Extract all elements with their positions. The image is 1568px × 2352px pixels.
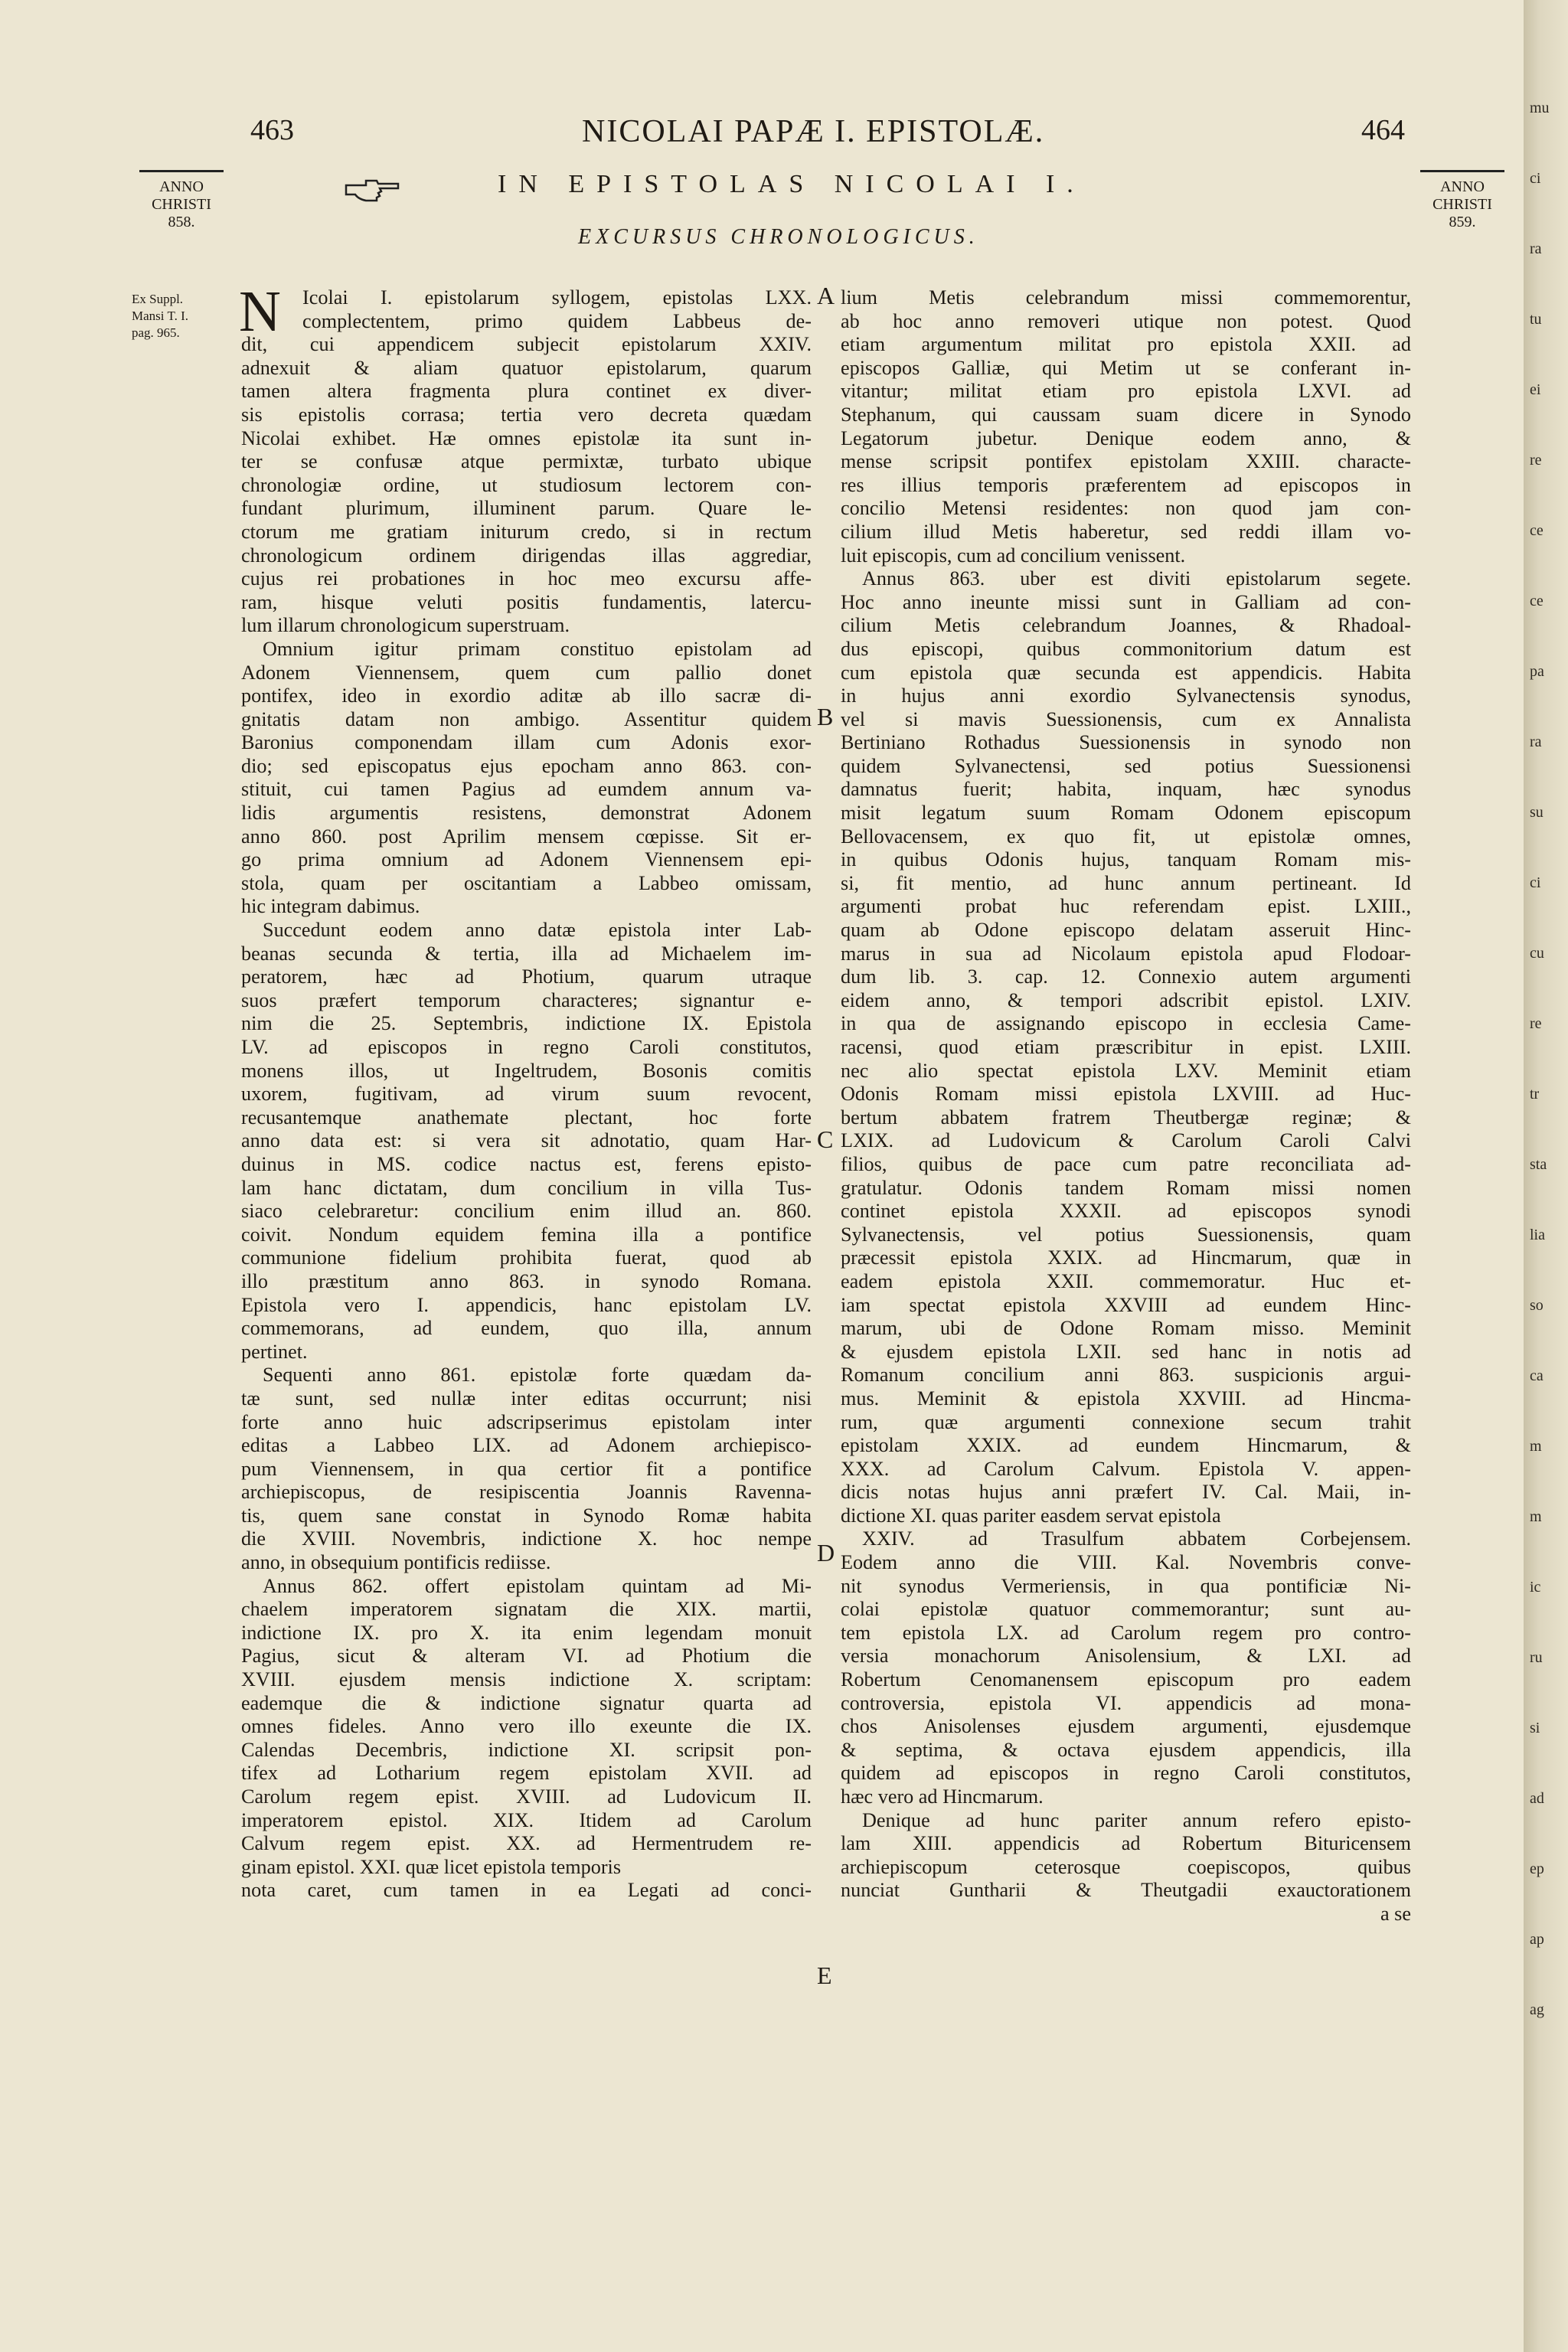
bleed-fragment: ca: [1530, 1367, 1544, 1384]
text-line: Denique ad hunc pariter annum refero episto-: [862, 1808, 1411, 1831]
citation-line: pag. 965.: [132, 325, 180, 340]
bleed-fragment: ce: [1530, 593, 1544, 609]
anno-christi-right: [1420, 170, 1504, 231]
running-title: NICOLAI PAPÆ I. EPISTOLÆ.: [582, 114, 1045, 149]
text-line: dicis notas hujus anni præfert IV. Cal. Maii, in-: [841, 1481, 1411, 1504]
anno-rule: [139, 170, 224, 172]
text-line: tem epistola LX. ad Carolum regem pro contro-: [841, 1621, 1411, 1644]
text-line: præcessit epistola XXIX. ad Hincmarum, quæ in: [841, 1246, 1411, 1269]
text-line: Calendas Decembris, indictione XI. scripsit pon-: [241, 1738, 812, 1761]
text-line: marus in sua ad Nicolaum epistola apud Flodoar-: [841, 942, 1411, 965]
text-line: archiepiscopus, de resipiscentia Joannis Ravenna-: [241, 1481, 812, 1504]
text-line: quidem Sylvanectensi, sed potius Suessionensi: [841, 754, 1411, 777]
text-line: lidis argumentis resistens, demonstrat Adonem: [241, 802, 812, 825]
anno-christi-left: [139, 170, 224, 231]
section-letter-e: E: [817, 1962, 832, 1989]
text-line: anno, in obsequium pontificis rediisse.: [241, 1551, 551, 1574]
text-line: tifex ad Lotharium regem epistolam XVII. ad: [241, 1762, 812, 1785]
text-line: ab hoc anno removeri utique non potest. Quod: [841, 309, 1411, 332]
bleed-fragment: mu: [1530, 100, 1550, 116]
facing-page-edge: [1524, 0, 1568, 2352]
text-line: Bertiniano Rothadus Suessionensis in synodo non: [841, 731, 1411, 754]
bleed-fragment: ap: [1530, 1931, 1544, 1948]
bleed-fragment: si: [1530, 1720, 1540, 1736]
text-line: mus. Meminit & epistola XXVIII. ad Hincma-: [841, 1387, 1411, 1410]
text-line: Adonem Viennensem, quem cum pallio donet: [241, 661, 812, 684]
text-line: epistolam XXIX. ad eundem Hincmarum, &: [841, 1434, 1411, 1457]
citation-line: Ex Suppl.: [132, 292, 184, 306]
text-line: hic integram dabimus.: [241, 895, 420, 918]
text-line: vitantur; militat etiam pro epistola LXVI. ad: [841, 380, 1411, 403]
text-line: Nicolai exhibet. Hæ omnes epistolæ ita sunt in-: [241, 426, 812, 449]
text-line: stola, quam per oscitantiam a Labbeo omissam,: [241, 871, 812, 894]
text-line: nota caret, cum tamen in ea Legati ad conci-: [241, 1879, 812, 1902]
text-line: siaco celebraretur: concilium enim illud an. 860.: [241, 1200, 812, 1223]
text-line: versia monachorum Anisolensium, & LXI. ad: [841, 1645, 1411, 1668]
bleed-fragment: re: [1530, 1015, 1542, 1032]
text-line: Bellovacensem, ex quo fit, ut epistolæ omnes,: [841, 825, 1411, 848]
section-letter-b: B: [817, 703, 834, 730]
text-line: in hujus anni exordio Sylvanectensis synodus,: [841, 684, 1411, 707]
text-line: lum illarum chronologicum superstruam.: [241, 614, 570, 637]
text-line: imperatorem epistol. XIX. Itidem ad Carolum: [241, 1808, 812, 1831]
text-line: Annus 862. offert epistolam quintam ad Mi-: [263, 1574, 812, 1597]
section-subtitle: EXCURSUS CHRONOLOGICUS.: [578, 225, 979, 249]
text-line: lam hanc dictatam, dum concilium in villa Tus-: [241, 1176, 812, 1199]
text-line: dio; sed episcopatus ejus epocham anno 863. con-: [241, 754, 812, 777]
text-line: Robertum Cenomanensem episcopum pro eadem: [841, 1668, 1411, 1691]
text-line: si, fit mentio, ad hunc annum pertineant. Id: [841, 871, 1411, 894]
text-line: chronologiæ ordine, ut studiosum lectorem con-: [241, 473, 812, 496]
text-line: episcopos Galliæ, qui Metim ut se conferant in-: [841, 356, 1411, 379]
bleed-fragment: ci: [1530, 874, 1541, 891]
text-line: die XVIII. Novembris, indictione X. hoc nempe: [241, 1527, 812, 1550]
text-line: stituit, cui tamen Pagius ad eumdem annum va-: [241, 778, 812, 801]
text-line: Pagius, sicut & alteram VI. ad Photium die: [241, 1645, 812, 1668]
text-line: quam ab Odone episcopo delatam asseruit Hinc-: [841, 919, 1411, 942]
anno-christi-label: CHRISTI: [152, 196, 211, 213]
text-line: Legatorum jubetur. Denique eodem anno, &: [841, 426, 1411, 449]
text-line: filios, quibus de pace cum patre reconciliata ad-: [841, 1152, 1411, 1175]
bleed-fragment: pa: [1530, 663, 1544, 680]
text-line: go prima omnium ad Adonem Viennensem epi-: [241, 848, 812, 871]
text-line: suos præfert temporum characteres; signantur e-: [241, 988, 812, 1011]
margin-citation: [132, 291, 231, 341]
text-line: Sylvanectensis, vel potius Suessionensis, quam: [841, 1223, 1411, 1246]
bleed-fragment: ic: [1530, 1579, 1541, 1596]
text-line: ram, hisque veluti positis fundamentis, latercu-: [241, 590, 812, 613]
text-line: quidem ad episcopos in regno Caroli constitutos,: [841, 1762, 1411, 1785]
text-line: argumenti probat huc referendam epist. LXIII.,: [841, 895, 1411, 918]
text-line: etiam argumentum militat pro epistola XXII. ad: [841, 333, 1411, 356]
bleed-fragment: sta: [1530, 1156, 1547, 1173]
text-line: racensi, quod etiam præscribitur in epist. LXIII.: [841, 1036, 1411, 1058]
section-letter-a: A: [817, 282, 835, 309]
text-line: adnexuit & aliam quatuor epistolarum, quarum: [241, 356, 812, 379]
citation-line: Mansi T. I.: [132, 309, 188, 323]
bleed-fragment: m: [1530, 1438, 1542, 1455]
text-line: & ejusdem epistola LXII. sed hanc in notis ad: [841, 1340, 1411, 1363]
bleed-fragment: cu: [1530, 945, 1544, 962]
text-line: Omnium igitur primam constituo epistolam ad: [263, 637, 812, 660]
text-line: misit legatum suum Romam Odonem episcopum: [841, 802, 1411, 825]
text-line: dum lib. 3. cap. 12. Connexio autem argumenti: [841, 965, 1411, 988]
text-line: Eodem anno die VIII. Kal. Novembris conve-: [841, 1551, 1411, 1574]
text-line: in qua de assignando episcopo in ecclesia Came-: [841, 1012, 1411, 1035]
text-line: res illius temporis præferentem ad episcopos in: [841, 473, 1411, 496]
text-line: communione fidelium prohibita fuerat, quod ab: [241, 1246, 812, 1269]
text-line: cilium Metis celebrandum Joannes, & Rhadoal-: [841, 614, 1411, 637]
text-line: bertum abbatem fratrem Theutbergæ reginæ; &: [841, 1106, 1411, 1129]
text-line: tamen altera fragmenta plura continet ex diver-: [241, 380, 812, 403]
text-line: ctorum me gratiam initurum credo, si in rectum: [241, 520, 812, 543]
text-line: continet epistola XXXII. ad episcopos synodi: [841, 1200, 1411, 1223]
bleed-fragment: ru: [1530, 1649, 1543, 1666]
text-line: Calvum regem epist. XX. ad Hermentrudem re-: [241, 1832, 812, 1855]
text-line: lium Metis celebrandum missi commemorentur,: [841, 286, 1411, 309]
text-line: chaelem imperatorem signatam die XIX. martii,: [241, 1598, 812, 1621]
bleed-fragment: lia: [1530, 1227, 1545, 1243]
text-line: ginam epistol. XXI. quæ licet epistola temporis: [241, 1855, 622, 1878]
text-line: colai epistolæ quatuor commemorantur; sunt au-: [841, 1598, 1411, 1621]
text-line: fundant plurimum, illuminent parum. Quare le-: [241, 497, 812, 520]
text-line: Icolai I. epistolarum syllogem, epistolas LXX.: [302, 286, 812, 309]
text-line: luit episcopis, cum ad concilium venissent.: [841, 544, 1186, 567]
bleed-fragment: tu: [1530, 311, 1542, 328]
bleed-fragment: ci: [1530, 170, 1541, 187]
text-line: pontifex, ideo in exordio aditæ ab illo sacræ di-: [241, 684, 812, 707]
anno-year: 859.: [1449, 214, 1476, 230]
text-line: in quibus Odonis hujus, tanquam Romam mis-: [841, 848, 1411, 871]
text-line: damnatus fuerit; habita, inquam, hæc synodus: [841, 778, 1411, 801]
text-line: anno data est: si vera sit adnotatio, quam Har-: [241, 1129, 812, 1152]
text-line: mense scripsit pontifex epistolam XXIII. characte-: [841, 450, 1411, 473]
section-title: IN EPISTOLAS NICOLAI I.: [498, 170, 1086, 198]
text-line: Stephanum, qui caussam suam dicere in Synodo: [841, 403, 1411, 426]
text-line: nit synodus Vermeriensis, in qua pontificiæ Ni-: [841, 1574, 1411, 1597]
bleed-fragment: ad: [1530, 1790, 1544, 1807]
text-line: gratulatur. Odonis tandem Romam missi nomen: [841, 1176, 1411, 1199]
text-line: controversia, epistola VI. appendicis ad mona-: [841, 1691, 1411, 1714]
text-line: Succedunt eodem anno datæ epistola inter Lab-: [263, 919, 812, 942]
text-line: beanas secunda & tertia, illa ad Michaelem im-: [241, 942, 812, 965]
bleed-fragment: m: [1530, 1508, 1542, 1525]
page-number-left: 463: [250, 114, 294, 146]
text-line: cilium illud Metis haberetur, sed reddi illam vo-: [841, 520, 1411, 543]
text-line: indictione IX. pro X. ita enim legendam monuit: [241, 1621, 812, 1644]
text-line: & septima, & octava ejusdem appendicis, illa: [841, 1738, 1411, 1761]
section-letter-d: D: [817, 1539, 835, 1566]
text-line: nunciat Guntharii & Theutgadii exauctorationem: [841, 1879, 1411, 1902]
text-line: sis epistolis corrasa; tertia vero decreta quædam: [241, 403, 812, 426]
bleed-fragment: ra: [1530, 733, 1542, 750]
text-line: complectentem, primo quidem Labbeus de-: [302, 309, 812, 332]
text-line: chos Anisolenses ejusdem argumenti, ejusdemque: [841, 1715, 1411, 1738]
text-line: concilio Metensi residentes: non quod jam con-: [841, 497, 1411, 520]
text-line: archiepiscopum ceterosque coepiscopos, quibus: [841, 1855, 1411, 1878]
left-text-column: [239, 279, 812, 1903]
anno-rule: [1420, 170, 1504, 172]
bleed-fragment: re: [1530, 452, 1542, 469]
text-line: dit, cui appendicem subjecit epistolarum XXIV.: [241, 333, 812, 356]
text-line: duinus in MS. codice nactus est, ferens episto-: [241, 1152, 812, 1175]
section-letter-c: C: [817, 1125, 834, 1153]
text-line: dus episcopi, quibus commonitorium datum est: [841, 637, 1411, 660]
text-line: Carolum regem epist. XVIII. ad Ludovicum II.: [241, 1785, 812, 1808]
text-line: monens illos, ut Ingeltrudem, Bosonis comitis: [241, 1059, 812, 1082]
text-line: vel si mavis Suessionensis, cum ex Annalista: [841, 707, 1411, 730]
text-line: coivit. Nondum equidem femina illa a pontifice: [241, 1223, 812, 1246]
text-line: tæ sunt, sed nullæ inter editas occurrunt; nisi: [241, 1387, 812, 1410]
text-line: LXIX. ad Ludovicum & Carolum Caroli Calvi: [841, 1129, 1411, 1152]
text-line: forte anno huic adscripserimus epistolam inter: [241, 1410, 812, 1433]
text-line: tis, quem sane constat in Synodo Romæ habita: [241, 1504, 812, 1527]
text-line: pertinet.: [241, 1340, 308, 1363]
bleed-fragment: ce: [1530, 522, 1544, 539]
text-line: chronologicum ordinem dirigendas illas aggrediar,: [241, 544, 812, 567]
bleed-fragment: tr: [1530, 1086, 1540, 1102]
text-line: cujus rei probationes in hoc meo excursu affe-: [241, 567, 812, 590]
text-line: eidem anno, & tempori adscribit epistol. LXIV.: [841, 988, 1411, 1011]
drop-cap: N: [239, 279, 281, 344]
bleed-fragment: ag: [1530, 2001, 1544, 2018]
bleed-fragment: ep: [1530, 1860, 1544, 1877]
text-line: pum Viennensem, in qua certior fit a pontifice: [241, 1457, 812, 1480]
right-text-column: [841, 286, 1411, 1926]
text-line: marum, ubi de Odone Romam misso. Meminit: [841, 1317, 1411, 1340]
pointing-hand-icon: [343, 175, 401, 204]
text-line: gnitatis datam non ambigo. Assentitur quidem: [241, 707, 812, 730]
bleed-fragment: so: [1530, 1297, 1544, 1314]
bleed-fragment: ei: [1530, 381, 1541, 398]
text-line: dictione XI. quas pariter easdem servat epistola: [841, 1504, 1221, 1527]
anno-label: ANNO: [1440, 178, 1485, 195]
text-line: Baronius componendam illam cum Adonis exor-: [241, 731, 812, 754]
anno-label: ANNO: [159, 178, 204, 195]
text-line: a se: [1380, 1902, 1411, 1925]
text-line: lam XIII. appendicis ad Robertum Bituricensem: [841, 1832, 1411, 1855]
text-line: eademque die & indictione signatur quarta ad: [241, 1691, 812, 1714]
text-line: commemorans, ad eundem, quo illa, annum: [241, 1317, 812, 1340]
text-line: Epistola vero I. appendicis, hanc epistolam LV.: [241, 1293, 812, 1316]
text-line: illo præstitum anno 863. in synodo Romana.: [241, 1269, 812, 1292]
text-line: uxorem, fugitivam, ad virum suum revocent,: [241, 1083, 812, 1106]
anno-christi-label: CHRISTI: [1432, 196, 1492, 213]
text-line: Romanum concilium anni 863. suspicionis argui-: [841, 1364, 1411, 1387]
text-line: recusantemque anathemate plectant, hoc forte: [241, 1106, 812, 1129]
text-line: LV. ad episcopos in regno Caroli constitutos,: [241, 1036, 812, 1058]
text-line: ter se confusæ atque permixtæ, turbato ubique: [241, 450, 812, 473]
text-line: Odonis Romam missi epistola LXVIII. ad Huc-: [841, 1083, 1411, 1106]
text-line: anno 860. post Aprilim mensem cœpisse. Sit er-: [241, 825, 812, 848]
anno-year: 858.: [168, 214, 195, 230]
text-line: XVIII. ejusdem mensis indictione X. scriptam:: [241, 1668, 812, 1691]
text-line: Annus 863. uber est diviti epistolarum segete.: [862, 567, 1411, 590]
text-line: hæc vero ad Hincmarum.: [841, 1785, 1044, 1808]
text-line: eadem epistola XXII. commemoratur. Huc et-: [841, 1269, 1411, 1292]
bleed-fragment: ra: [1530, 240, 1542, 257]
text-line: editas a Labbeo LIX. ad Adonem archiepisco-: [241, 1434, 812, 1457]
text-line: nec alio spectat epistola LXV. Meminit etiam: [841, 1059, 1411, 1082]
text-line: cum epistola quæ secunda est appendicis. Habita: [841, 661, 1411, 684]
text-line: iam spectat epistola XXVIII ad eundem Hinc-: [841, 1293, 1411, 1316]
text-line: nim die 25. Septembris, indictione IX. Epistola: [241, 1012, 812, 1035]
text-line: Hoc anno ineunte missi sunt in Galliam ad con-: [841, 590, 1411, 613]
page-number-right: 464: [1361, 114, 1405, 146]
text-line: rum, quæ argumenti connexione secum trahit: [841, 1410, 1411, 1433]
bleed-fragment: su: [1530, 804, 1544, 821]
text-line: XXX. ad Carolum Calvum. Epistola V. appen-: [841, 1457, 1411, 1480]
text-line: peratorem, hæc ad Photium, quarum utraque: [241, 965, 812, 988]
text-line: Sequenti anno 861. epistolæ forte quædam da-: [263, 1364, 812, 1387]
text-line: omnes fideles. Anno vero illo exeunte die IX.: [241, 1715, 812, 1738]
text-line: XXIV. ad Trasulfum abbatem Corbejensem.: [862, 1527, 1411, 1550]
running-head: [0, 113, 1524, 152]
